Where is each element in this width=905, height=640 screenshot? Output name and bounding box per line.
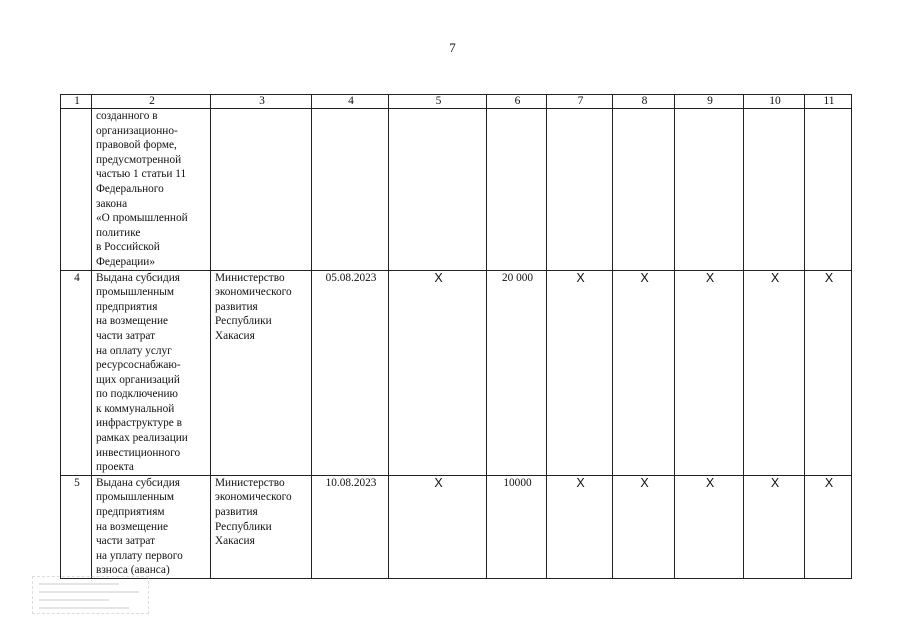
cell-col-10: X [744, 270, 805, 475]
amount: 10000 [487, 475, 547, 578]
cell-col-8: X [613, 475, 675, 578]
col-header-10: 10 [744, 95, 805, 109]
cell-col-5: X [389, 270, 487, 475]
event-description: Выдана субсидия промышленным предприятиям на возмещение части затрат на уплату первого взноса (аванса) [92, 475, 211, 578]
stamp-line [39, 583, 119, 585]
responsible-body: Министерство экономического развития Республики Хакасия [211, 475, 312, 578]
col-header-5: 5 [389, 95, 487, 109]
row-number: 4 [61, 270, 92, 475]
col-header-11: 11 [805, 95, 852, 109]
cell-col-7: X [547, 475, 613, 578]
col-header-9: 9 [675, 95, 744, 109]
col-header-4: 4 [312, 95, 389, 109]
cell-col-5 [389, 109, 487, 271]
cell-col-5: X [389, 475, 487, 578]
event-description: созданного в организационно- правовой форме, предусмотренной частью 1 статьи 11 Федерального закона «О промышленной политике в Российской Федерации» [92, 109, 211, 271]
cell-col-8 [613, 109, 675, 271]
cell-col-9 [675, 109, 744, 271]
cell-col-7 [547, 109, 613, 271]
cell-col-7: X [547, 270, 613, 475]
cell-col-11: X [805, 270, 852, 475]
amount [487, 109, 547, 271]
table-row [61, 475, 852, 578]
cell-col-9: X [675, 270, 744, 475]
amount: 20 000 [487, 270, 547, 475]
stamp-line [39, 599, 109, 601]
col-header-6: 6 [487, 95, 547, 109]
table-row [61, 109, 852, 271]
col-header-2: 2 [92, 95, 211, 109]
data-table [60, 94, 852, 579]
event-description: Выдана субсидия промышленным предприятия на возмещение части затрат на оплату услуг ресурсоснабжаю- щих организаций по подключению к коммунальной инфраструктуре в рамках реализации инвестиционного проекта [92, 270, 211, 475]
responsible-body: Министерство экономического развития Республики Хакасия [211, 270, 312, 475]
stamp-line [39, 591, 139, 593]
col-header-1: 1 [61, 95, 92, 109]
row-number [61, 109, 92, 271]
responsible-body [211, 109, 312, 271]
event-date: 10.08.2023 [312, 475, 389, 578]
event-date: 05.08.2023 [312, 270, 389, 475]
col-header-3: 3 [211, 95, 312, 109]
cell-col-10 [744, 109, 805, 271]
cell-col-11 [805, 109, 852, 271]
event-date [312, 109, 389, 271]
page-number: 7 [449, 40, 456, 55]
cell-col-9: X [675, 475, 744, 578]
stamp-line [39, 607, 129, 609]
row-number: 5 [61, 475, 92, 578]
cell-col-11: X [805, 475, 852, 578]
cell-col-10: X [744, 475, 805, 578]
table-row [61, 270, 852, 475]
header-row [61, 95, 852, 109]
cell-col-8: X [613, 270, 675, 475]
col-header-7: 7 [547, 95, 613, 109]
col-header-8: 8 [613, 95, 675, 109]
faded-stamp [32, 576, 149, 614]
